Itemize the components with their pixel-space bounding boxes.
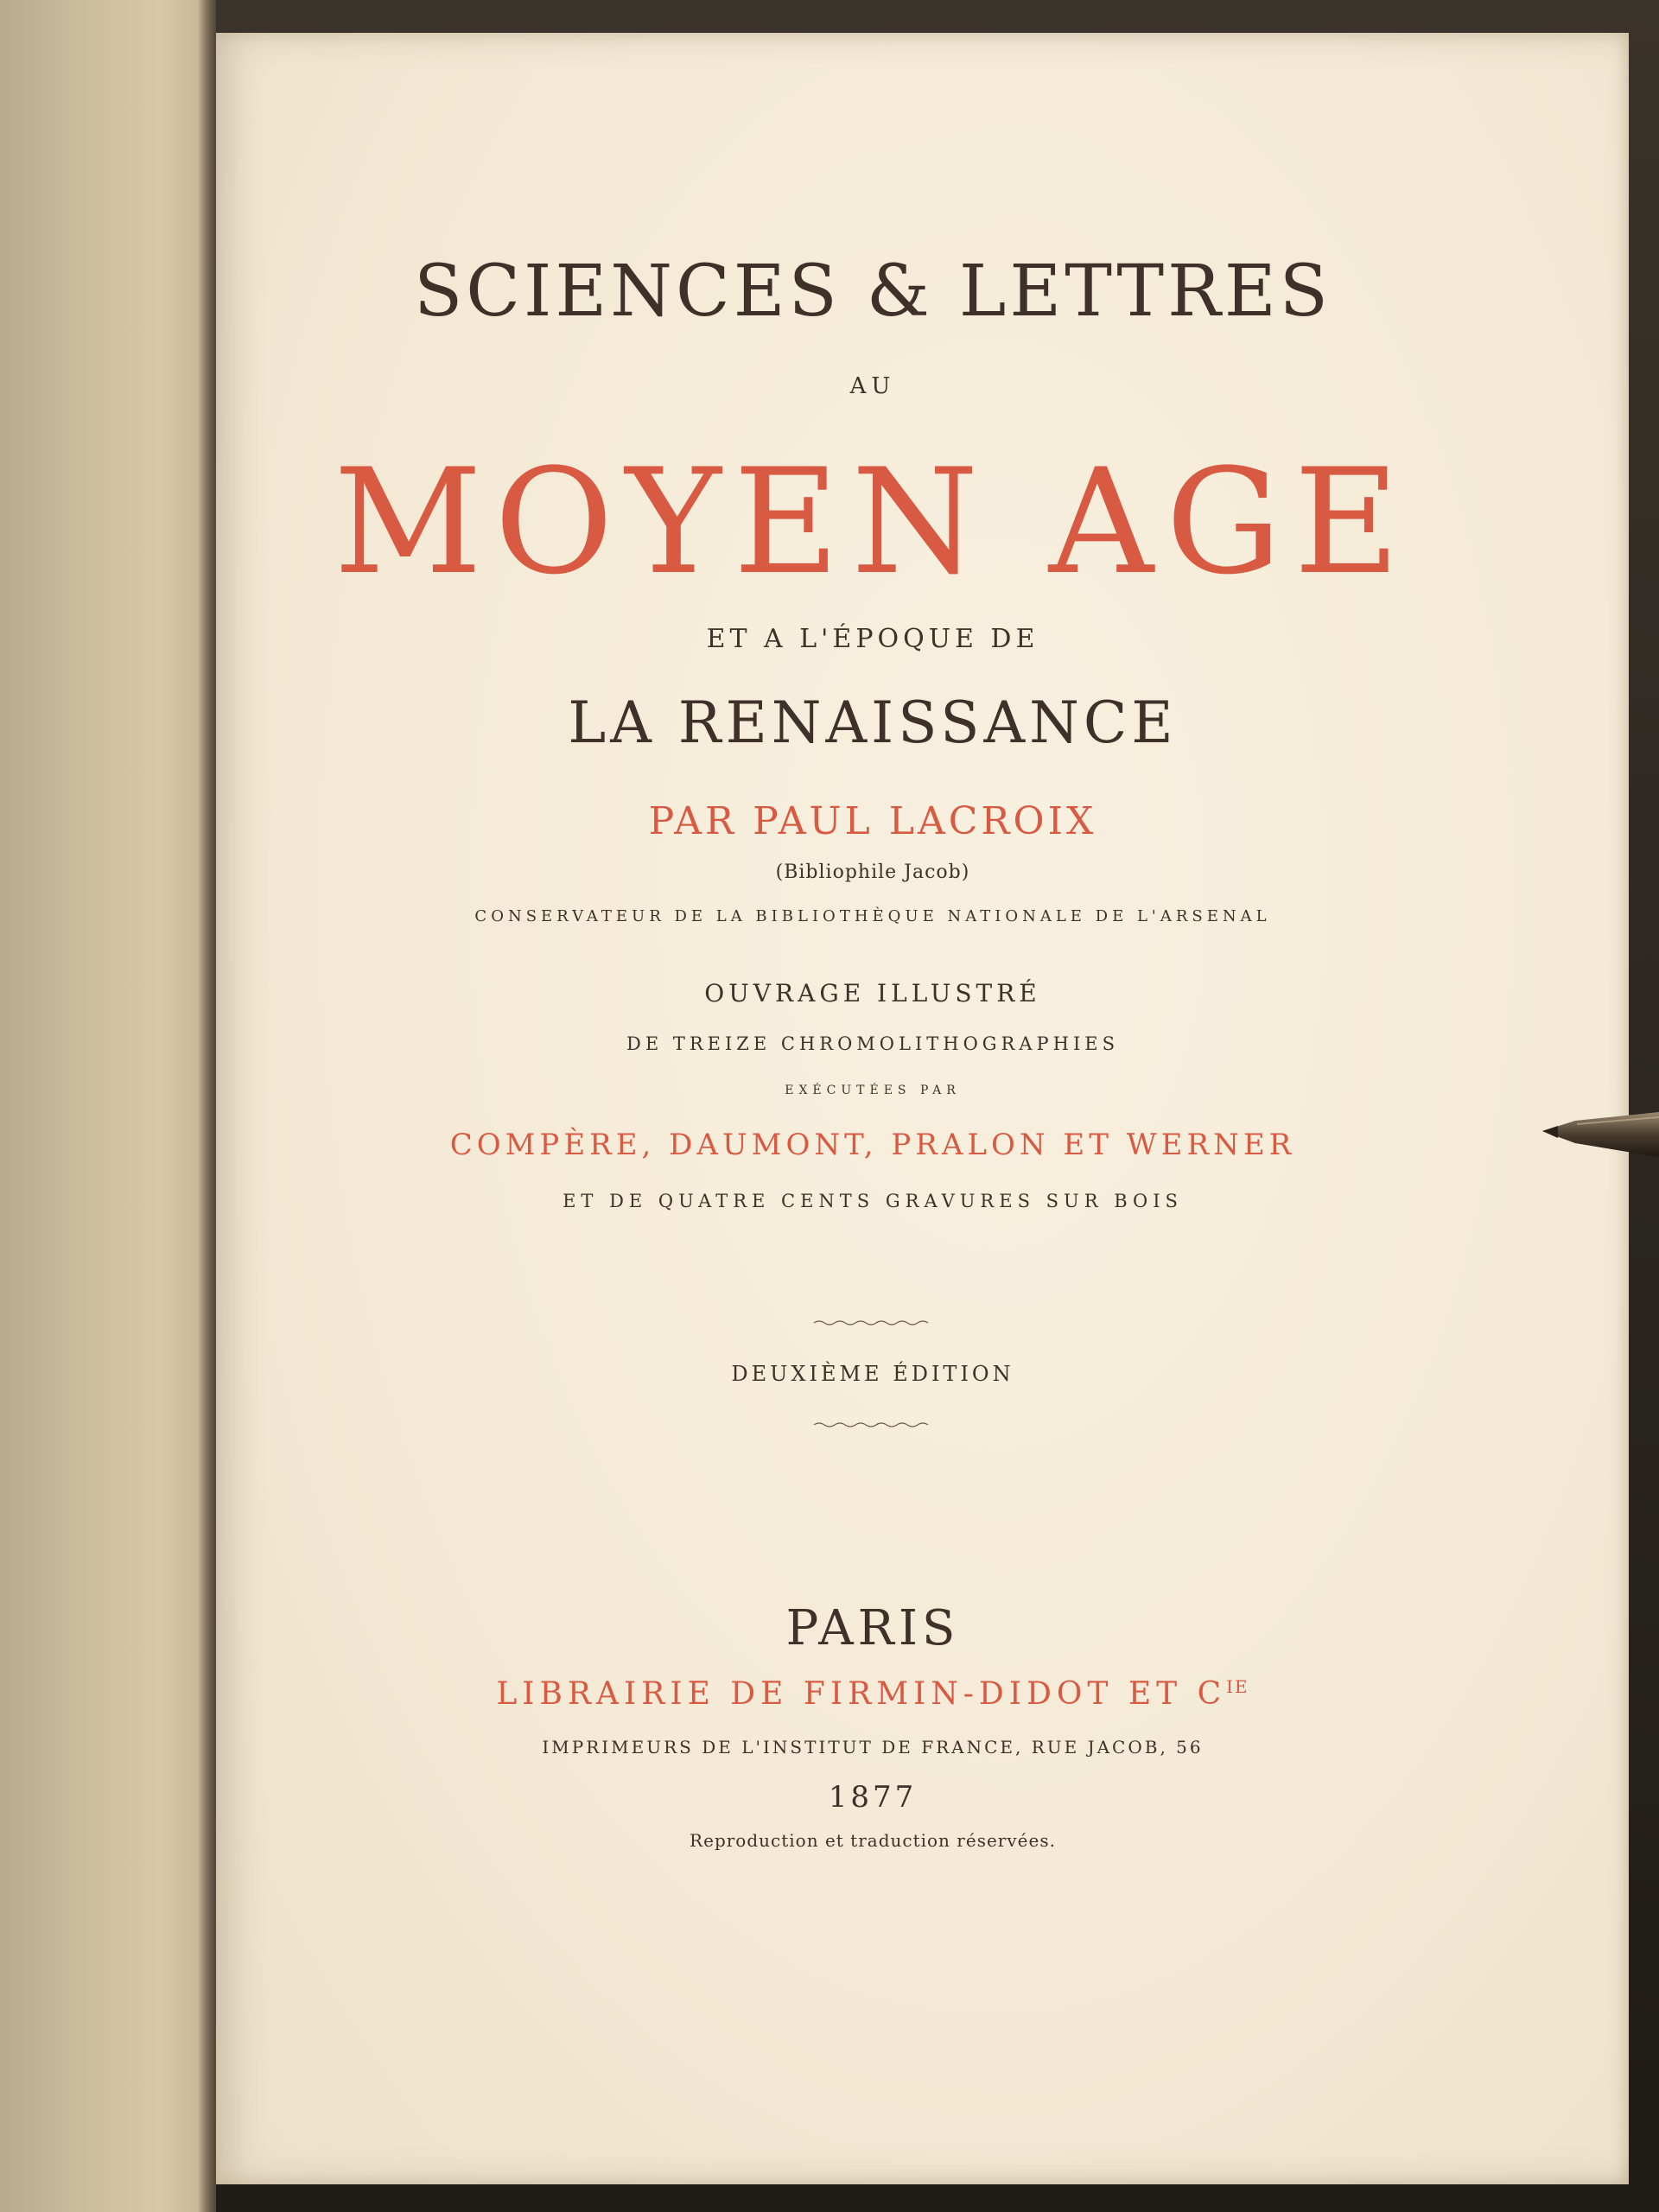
page-gutter-shadow — [197, 0, 216, 2212]
ornament-rule-top — [812, 1319, 933, 1326]
ornament-rule-bottom — [812, 1421, 933, 1428]
executees-par-line: EXÉCUTÉES PAR — [785, 1084, 961, 1097]
gravures-line: ET DE QUATRE CENTS GRAVURES SUR BOIS — [563, 1191, 1183, 1211]
imprint-printers: IMPRIMEURS DE L'INSTITUT DE FRANCE, RUE JACOB, 56 — [542, 1737, 1204, 1758]
title-sciences-lettres: SCIENCES & LETTRES — [414, 251, 1332, 333]
publisher-name: LIBRAIRIE DE FIRMIN-DIDOT ET C — [496, 1676, 1227, 1712]
title-au: AU — [849, 373, 896, 399]
author-pseudonym: (Bibliophile Jacob) — [775, 861, 970, 883]
edition-line: DEUXIÈME ÉDITION — [731, 1362, 1014, 1386]
rights-notice: Reproduction et traduction réservées. — [690, 1830, 1056, 1851]
artists-line: COMPÈRE, DAUMONT, PRALON ET WERNER — [449, 1128, 1296, 1162]
title-la-renaissance: LA RENAISSANCE — [568, 690, 1178, 756]
illustration-heading: OUVRAGE ILLUSTRÉ — [704, 979, 1041, 1007]
author-position: CONSERVATEUR DE LA BIBLIOTHÈQUE NATIONALE DE L'ARSENAL — [474, 907, 1271, 925]
title-moyen-age: MOYEN AGE — [334, 437, 1412, 607]
imprint-year: 1877 — [828, 1780, 918, 1815]
left-page — [0, 0, 216, 2212]
imprint-city: PARIS — [785, 1600, 960, 1656]
author-line: PAR PAUL LACROIX — [648, 799, 1097, 843]
pencil-icon — [1542, 1102, 1659, 1162]
chromolithographies-line: DE TREIZE CHROMOLITHOGRAPHIES — [626, 1033, 1119, 1054]
imprint-publisher — [216, 1676, 1529, 1712]
title-et-a-lepoque: ET A L'ÉPOQUE DE — [706, 624, 1039, 654]
publisher-suffix: IE — [1226, 1676, 1249, 1697]
title-page — [216, 33, 1629, 2184]
